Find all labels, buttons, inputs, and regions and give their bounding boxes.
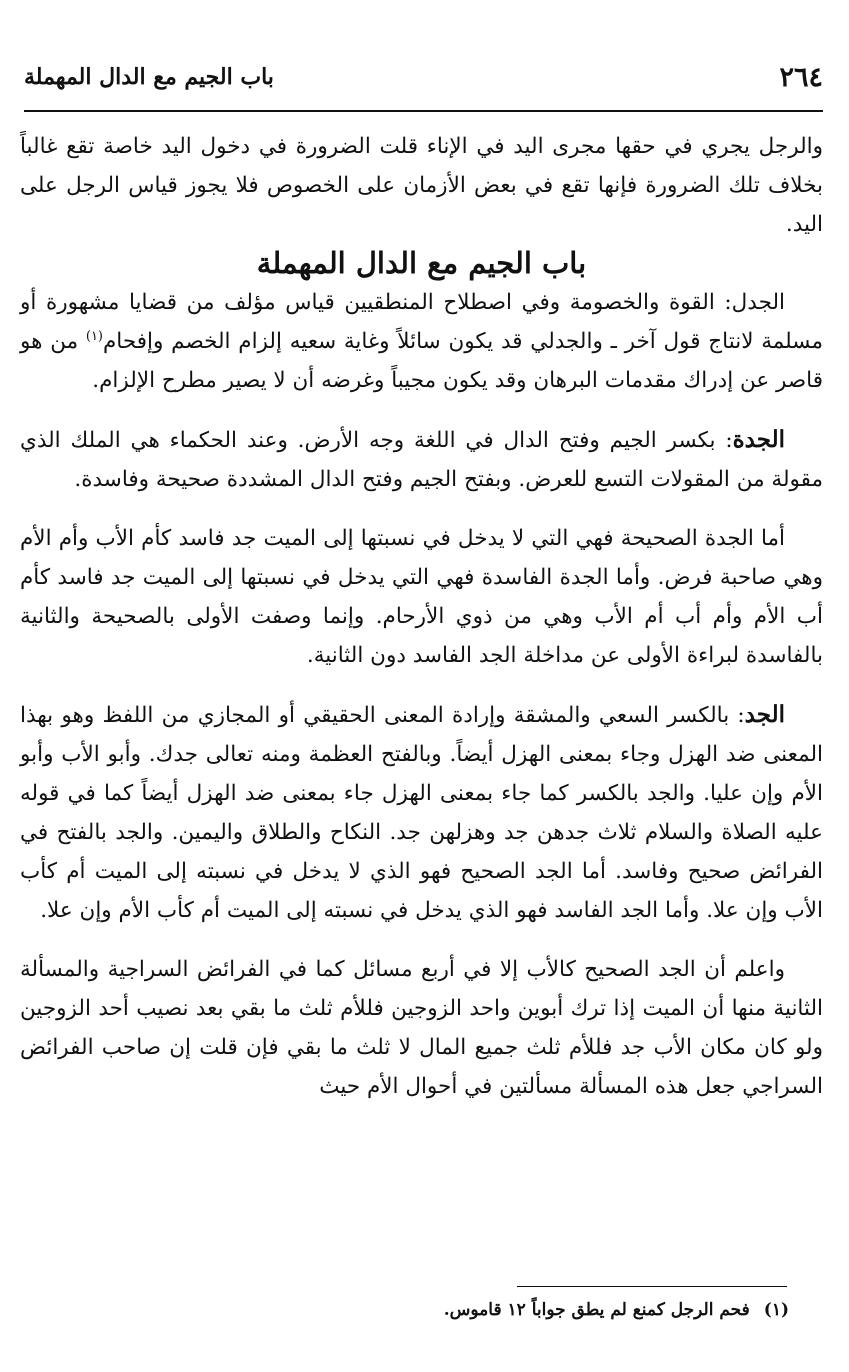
paragraph-jadal: [20, 283, 823, 400]
paragraph-jadd-rules: واعلم أن الجد الصحيح كالأب إلا في أربع مسائل كما في الفرائض السراجية والمسألة الثانية منها أن الميت إذا ترك أبوين واحد الزوجين فللأم ثلث ما بقي بعد نصيب أحد الزوجين ولو كان مكان الأب جد فللأم ثلث جميع المال لا ثلث ما بقي فإن قلت إن صاحب الفرائض السراجي جعل هذه المسألة مسألتين في أحوال الأم حيث: [20, 957, 823, 1099]
footnote: [444, 1300, 789, 1320]
paragraph-text: : بالكسر السعي والمشقة وإرادة المعنى الحقيقي أو المجازي من اللفظ وهو بهذا المعنى ضد الهزل وجاء بمعنى الهزل أيضاً. وبالفتح العظمة ومنه تعالى جدك. وأبو الأب وأبو الأم وإن عليا. والجد بالكسر كما جاء بمعنى الهزل جاء بمعنى ضد الهزل أيضاً كما في قوله عليه الصلاة والسلام ثلاث جدهن جد وهزلهن جد. النكاح والطلاق واليمين. والجد بالفتح في الفرائض صحيح وفاسد. أما الجد الصحيح فهو الذي لا يدخل في نسبته إلى الميت أم كأب الأب وإن علا. وأما الجد الفاسد فهو الذي يدخل في نسبته إلى الميت أم كأب الأم وإن علا.: [20, 703, 823, 923]
paragraph-jadda-types: أما الجدة الصحيحة فهي التي لا يدخل في نسبتها إلى الميت جد فاسد كأم الأب وأم الأم وهي صاحبة فرض. وأما الجدة الفاسدة فهي التي يدخل في نسبتها إلى الميت جد فاسد كأم أب الأم وأم أب أم الأب وهي من ذوي الأرحام. وإنما وصفت الأولى بالصحيحة والثانية بالفاسدة لبراءة الأولى عن مداخلة الجد الفاسد دون الثانية.: [20, 526, 823, 668]
section-title: باب الجيم مع الدال المهملة: [256, 246, 587, 280]
paragraph-jidda: [20, 420, 823, 499]
footnote-divider: [517, 1286, 787, 1287]
entry-term: الجد: [744, 701, 785, 728]
page-number: ٢٦٤: [779, 62, 823, 93]
paragraph-text: من هو قاصر عن إدراك مقدمات البرهان وقد يكون مجيباً وغرضه أن لا يصير مطرح الإلزام.: [20, 329, 823, 393]
body-text: [20, 127, 823, 1106]
paragraph-text: : بكسر الجيم وفتح الدال في اللغة وجه الأرض. وعند الحكماء هي الملك الذي مقولة من المقولات التسع للعرض. وبفتح الجيم وفتح الدال المشددة صحيحة وفاسدة.: [20, 428, 823, 492]
footnote-marker: (١): [763, 1300, 789, 1320]
running-header: [24, 58, 823, 112]
intro-paragraph: والرجل يجري في حقها مجرى اليد في الإناء قلت الضرورة في دخول اليد خاصة تقع غالباً بخلاف تلك الضرورة فإنها تقع في بعض الأزمان على الخصوص فلا يجوز قياس الرجل على اليد.: [20, 134, 823, 237]
footnote-text: فحم الرجل كمنع لم يطق جواباً ١٢ قاموس.: [443, 1300, 750, 1320]
paragraph-jidd: [20, 695, 823, 930]
running-chapter-title: باب الجيم مع الدال المهملة: [24, 64, 274, 90]
paragraph-text: الجدل: القوة والخصومة وفي اصطلاح المنطقيين قياس مؤلف من قضايا مشهورة أو مسلمة لانتاج قول آخر ـ والجدلي قد يكون سائلاً وغاية سعيه إلزام الخصم وإفحام: [20, 290, 824, 354]
entry-term: الجدة: [732, 426, 785, 453]
footnote-reference[interactable]: (١): [85, 328, 103, 344]
